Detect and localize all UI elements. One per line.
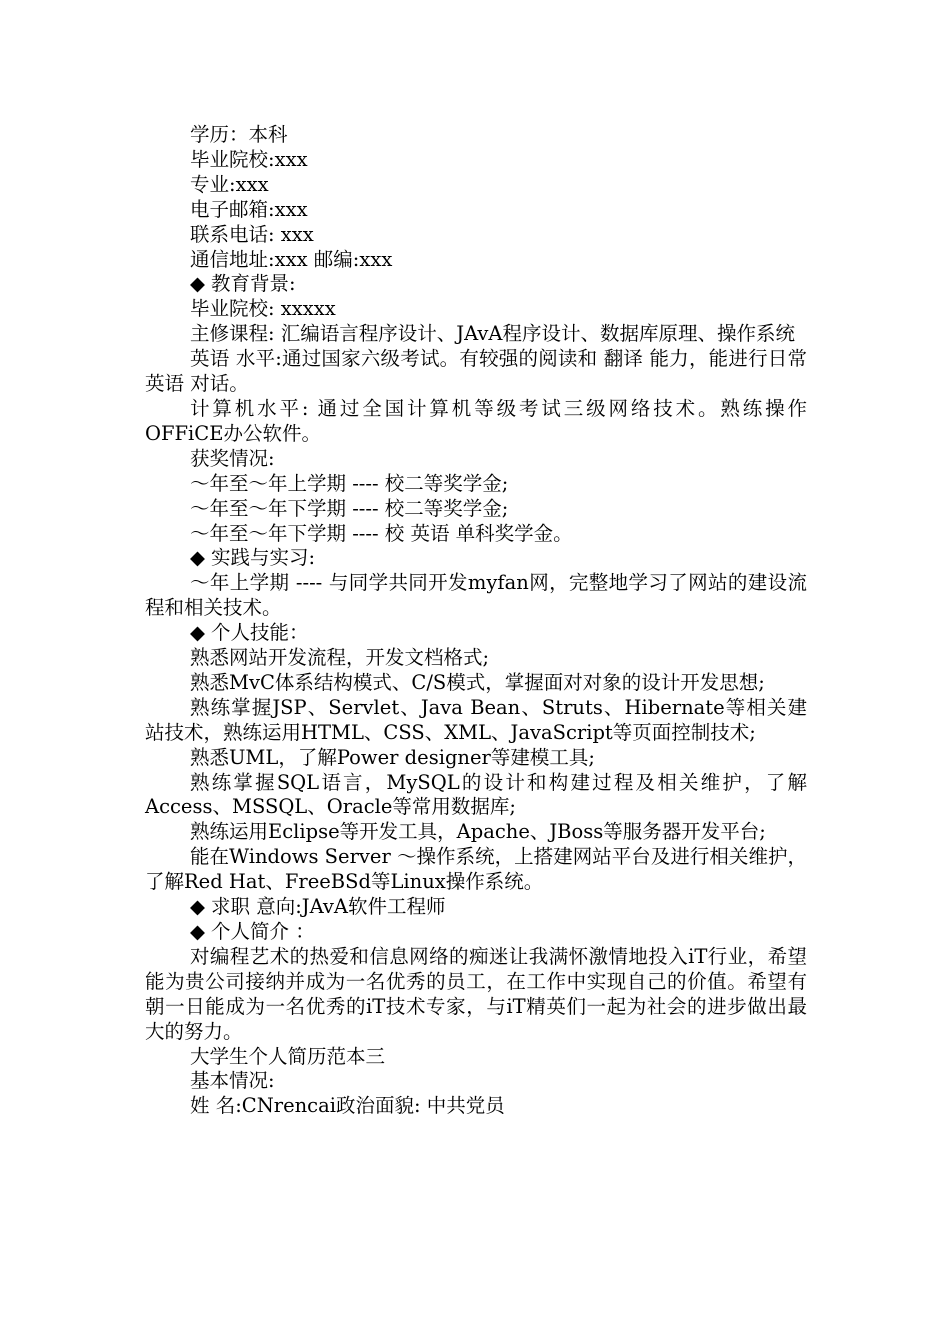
paragraph-basic-info-heading: 基本情况: xyxy=(190,1069,275,1093)
document-page xyxy=(145,123,814,1119)
section-heading-text: 个人技能： xyxy=(211,621,309,645)
paragraph-english-level: 英语 水平:通过国家六级考试。有较强的阅读和 翻译 能力，能进行日常 英语 对话。 xyxy=(145,347,814,396)
section-heading-job-intention xyxy=(145,895,807,920)
diamond-bullet-icon: ◆ xyxy=(190,920,205,943)
paragraph-computer-level: 计算机水平: 通过全国计算机等级考试三级网络技术。熟练操作OFFiCE办公软件。 xyxy=(145,396,807,445)
paragraph-skill-5: 熟练掌握SQL语言，MySQL的设计和构建过程及相关维护，了解Access、MSSQL、Oracle等常用数据库; xyxy=(145,770,807,819)
diamond-bullet-icon: ◆ xyxy=(190,546,205,570)
paragraph-practice-detail: ～年上学期 ---- 与同学共同开发myfan网，完整地学习了网站的建设流程和相关技术。 xyxy=(145,571,807,620)
paragraph-resume-title: 大学生个人简历范本三 xyxy=(190,1044,386,1068)
paragraph-skill-7: 能在Windows Server ～操作系统，上搭建网站平台及进行相关维护，了解Red Hat、FreeBSd等Linux操作系统。 xyxy=(145,845,807,894)
paragraph-phone: 联系电话: xxx xyxy=(190,222,314,246)
paragraph-major: 专业:xxx xyxy=(190,172,269,196)
paragraph-courses: 主修课程: 汇编语言程序设计、JAvA程序设计、数据库原理、操作系统 xyxy=(190,322,795,346)
section-heading-text: 教育背景: xyxy=(211,272,296,296)
paragraph-skill-6: 熟练运用Eclipse等开发工具，Apache、JBoss等服务器开发平台; xyxy=(190,820,766,844)
paragraph-school: 毕业院校:xxx xyxy=(190,147,308,171)
paragraph-address: 通信地址:xxx 邮编:xxx xyxy=(190,247,393,271)
paragraph-awards-heading: 获奖情况: xyxy=(190,446,275,470)
paragraph-name-line: 姓 名:CNrencai政治面貌: 中共党员 xyxy=(190,1094,505,1118)
section-heading-text: 个人简介 ： xyxy=(211,920,315,943)
section-heading-text: 实践与实习: xyxy=(211,546,316,570)
section-heading-skills xyxy=(145,621,807,646)
section-heading-text: 求职 意向:JAvA软件工程师 xyxy=(211,895,446,919)
paragraph-award-1: ～年至～年上学期 ---- 校二等奖学金; xyxy=(190,471,509,495)
paragraph-school-detail: 毕业院校: xxxxx xyxy=(190,297,336,321)
paragraph-email: 电子邮箱:xxx xyxy=(190,197,308,221)
paragraph-skill-4: 熟悉UML，了解Power designer等建模工具; xyxy=(190,745,595,769)
paragraph-profile-text: 对编程艺术的热爱和信息网络的痴迷让我满怀激情地投入iT行业，希望能为贵公司接纳并成为一名优秀的员工，在工作中实现自己的价值。希望有朝一日能成为一名优秀的iT技术专家，与iT精英们一起为社会的进步做出最大的努力。 xyxy=(145,944,807,1043)
paragraph-education-level: 学历：本科 xyxy=(190,123,288,146)
paragraph-skill-3: 熟练掌握JSP、Servlet、Java Bean、Struts、Hibernate等相关建站技术，熟练运用HTML、CSS、XML、JavaScript等页面控制技术; xyxy=(145,695,807,744)
paragraph-skill-1: 熟悉网站开发流程，开发文档格式; xyxy=(190,646,490,670)
paragraph-award-2: ～年至～年下学期 ---- 校二等奖学金; xyxy=(190,496,509,520)
diamond-bullet-icon: ◆ xyxy=(190,895,205,919)
diamond-bullet-icon: ◆ xyxy=(190,621,205,645)
section-heading-practice xyxy=(145,546,807,571)
section-heading-education xyxy=(145,272,807,297)
paragraph-award-3: ～年至～年下学期 ---- 校 英语 单科奖学金。 xyxy=(190,521,573,545)
section-heading-profile xyxy=(145,920,807,945)
diamond-bullet-icon: ◆ xyxy=(190,272,205,296)
paragraph-skill-2: 熟悉MvC体系结构模式、C/S模式，掌握面对对象的设计开发思想; xyxy=(190,670,765,694)
